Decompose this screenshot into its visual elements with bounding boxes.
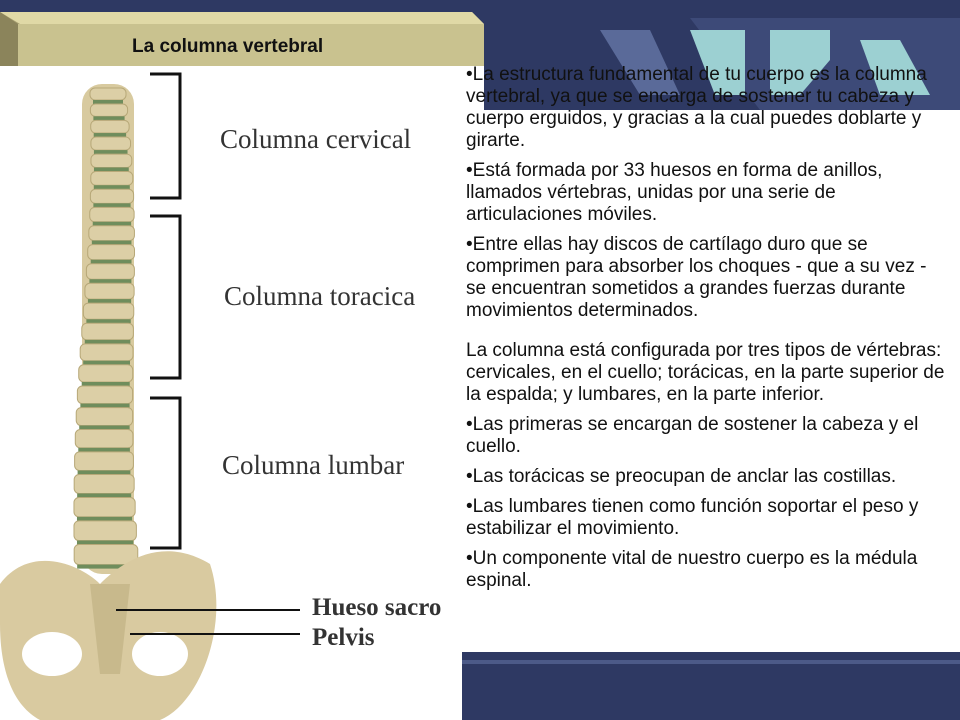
pelvis-shape (0, 551, 216, 720)
paragraph: •La estructura fundamental de tu cuerpo es la columna vertebral, ya que se encarga de sostener tu cabeza y cuerpo erguidos, y gracias a la cual puedes doblarte y girarte. (466, 64, 927, 151)
disc (80, 404, 129, 408)
vertebra (90, 88, 126, 100)
paragraph: •Las lumbares tienen como función soportar el peso y estabilizar el movimiento. (466, 496, 919, 539)
bracket-lumbar (150, 398, 180, 548)
disc (93, 203, 130, 207)
label-columna-lumbar: Columna lumbar (222, 450, 405, 480)
vertebra (74, 475, 134, 494)
disc (83, 361, 130, 365)
paragraph: •Las primeras se encargan de sostener la cabeza y el cuello. (466, 414, 919, 457)
disc (94, 168, 129, 172)
disc (82, 382, 130, 386)
disc (77, 517, 132, 521)
vertebra (91, 120, 129, 133)
disc (94, 133, 126, 137)
disc (77, 541, 133, 545)
vertebra (76, 408, 132, 426)
label-columna-cervical: Columna cervical (220, 124, 412, 154)
bracket-cervical (150, 74, 180, 198)
vertebra (86, 264, 134, 280)
label-pelvis: Pelvis (312, 624, 375, 651)
vertebra (85, 283, 134, 299)
disc (93, 116, 124, 120)
paragraph: •Las torácicas se preocupan de anclar las costillas. (466, 466, 897, 487)
vertebra (79, 365, 133, 382)
disc (93, 222, 131, 226)
paragraph: •Está formada por 33 huesos en forma de anillos, llamados vértebras, unidas por una serie de articulaciones móviles. (466, 160, 883, 225)
disc (85, 340, 131, 344)
disc (89, 279, 131, 283)
disc (94, 150, 128, 154)
vertebra (82, 323, 134, 340)
vertebra (75, 430, 133, 448)
vertebra (91, 137, 131, 150)
vertebra (83, 303, 133, 319)
vertebra (74, 498, 135, 517)
paragraph: La columna está configurada por tres tipos de vértebras: cervicales, en el cuello; torácicas, en la parte superior de la espalda; y lumbares, en la parte inferior. (466, 340, 945, 405)
vertebra (88, 245, 135, 260)
disc (91, 260, 132, 264)
vertebra (91, 154, 132, 167)
spine-column (74, 84, 138, 574)
disc (78, 448, 130, 452)
disc (92, 241, 132, 245)
vertebra (77, 386, 132, 404)
bracket-toracica (150, 216, 180, 378)
paragraph: •Un componente vital de nuestro cuerpo es la médula espinal. (466, 548, 918, 591)
vertebra (91, 172, 133, 186)
disc (77, 494, 131, 498)
disc (93, 100, 123, 104)
slide-title: La columna vertebral (132, 36, 324, 57)
disc (88, 299, 131, 303)
disc (79, 426, 129, 430)
label-columna-toracica: Columna toracica (224, 281, 416, 311)
vertebra (74, 545, 138, 565)
bottom-navy-highlight (462, 660, 960, 664)
vertebra (90, 207, 134, 221)
vertebra (90, 189, 133, 203)
paragraph: •Entre ellas hay discos de cartílago duro que se comprimen para absorber los choques - que a su vez - se encuentran sometidos a grandes fuerzas durante movimientos determinados. (466, 234, 927, 321)
disc (78, 471, 131, 475)
vertebra (74, 521, 136, 541)
disc (94, 185, 130, 189)
label-hueso-sacro: Hueso sacro (312, 594, 442, 621)
vertebra (90, 104, 127, 116)
vertebra (80, 344, 133, 361)
vertebra (75, 452, 134, 471)
vertebra (89, 226, 135, 241)
body-text (466, 64, 950, 600)
disc (86, 319, 130, 323)
